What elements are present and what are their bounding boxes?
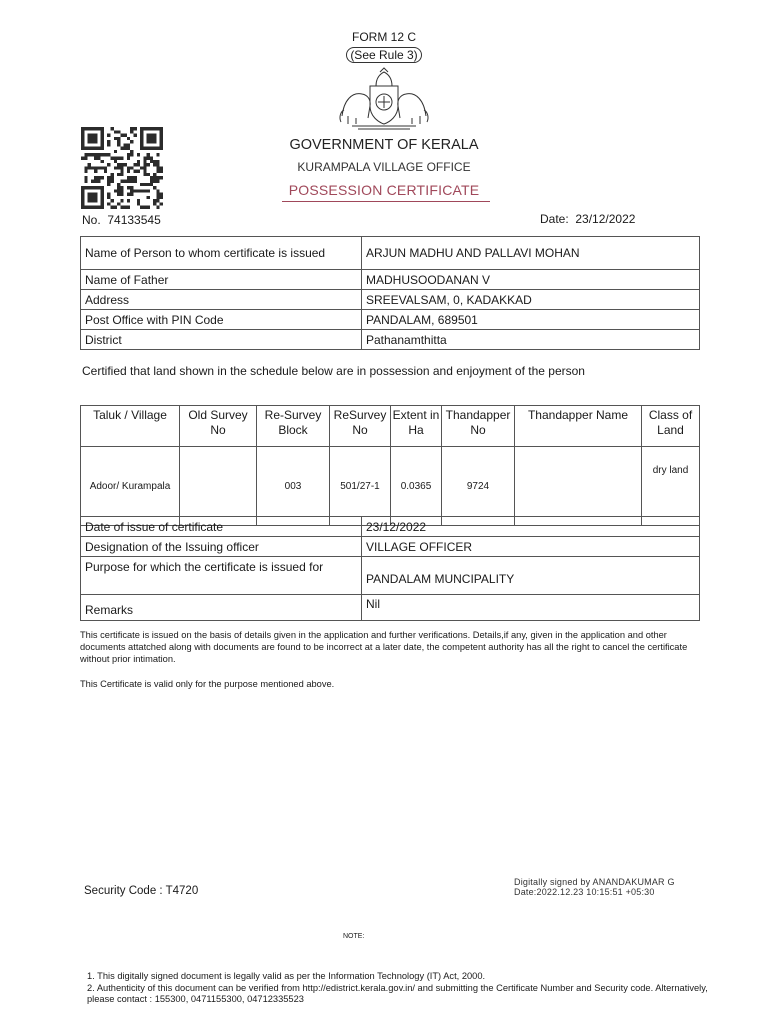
office-name: KURAMPALA VILLAGE OFFICE <box>297 160 471 174</box>
validity-text: This Certificate is valid only for the purpose mentioned above. <box>80 679 335 689</box>
table-row <box>81 310 700 330</box>
certificate-title: POSSESSION CERTIFICATE <box>288 182 480 198</box>
header-taluk-village: Taluk / Village <box>81 406 180 447</box>
footnote-2: 2. Authenticity of this document can be verified from http://edistrict.kerala.gov.in/ and submitting the Certificate Number and Security code. Alternatively, please contact : 155300, 0471155300, 04712335523 <box>87 982 708 1004</box>
purpose-label: Purpose for which the certificate is issued for <box>81 557 362 595</box>
table-row <box>81 557 700 595</box>
certificate-date-value: 23/12/2022 <box>575 212 636 226</box>
cell-resurvey-block: 003 <box>257 447 330 526</box>
address-value: SREEVALSAM, 0, KADAKKAD <box>362 290 700 310</box>
table-header-row <box>81 406 700 447</box>
officer-designation-value: VILLAGE OFFICER <box>362 537 700 557</box>
district-label: District <box>81 330 362 350</box>
disclaimer-text: This certificate is issued on the basis of details given in the application and further verifications. Details,if any, given in the application and other documents attatched along with documents are found to be incorrect at a later date, the competent authority has all the right to cancel the certificate without prior intimation. <box>80 630 688 664</box>
title-underline <box>282 201 490 202</box>
cell-thandapper-name <box>515 447 642 526</box>
table-row <box>81 537 700 557</box>
table-row <box>81 237 700 270</box>
table-row <box>81 270 700 290</box>
table-row <box>81 517 700 537</box>
certificate-number-value: 74133545 <box>107 213 161 227</box>
person-name-value: ARJUN MADHU AND PALLAVI MOHAN <box>362 237 700 270</box>
cell-resurvey-no: 501/27-1 <box>330 447 391 526</box>
footnote-1: 1. This digitally signed document is legally valid as per the Information Technology (IT) Act, 2000. <box>87 971 486 981</box>
cell-taluk-village: Adoor/ Kurampala <box>81 447 180 526</box>
purpose-value: PANDALAM MUNCIPALITY <box>362 557 700 595</box>
table-row <box>81 290 700 310</box>
rule-reference-text: (See Rule 3) <box>346 47 421 63</box>
table-row <box>81 330 700 350</box>
header-class-of-land: Class of Land <box>642 406 700 447</box>
district-value: Pathanamthitta <box>362 330 700 350</box>
certificate-date <box>540 212 635 226</box>
person-details-table <box>80 236 700 350</box>
header-old-survey-no: Old Survey No <box>180 406 257 447</box>
header-resurvey-block: Re-Survey Block <box>257 406 330 447</box>
footnotes <box>87 971 709 1006</box>
form-number: FORM 12 C <box>351 30 416 44</box>
header-resurvey-no: ReSurvey No <box>330 406 391 447</box>
address-label: Address <box>81 290 362 310</box>
cell-class-of-land: dry land <box>642 447 700 526</box>
signature-date: Date:2022.12.23 10:15:51 +05:30 <box>514 887 655 897</box>
officer-designation-label: Designation of the Issuing officer <box>81 537 362 557</box>
cell-old-survey-no <box>180 447 257 526</box>
digital-signature <box>514 877 675 897</box>
security-code: Security Code : T4720 <box>84 885 199 897</box>
table-row <box>81 595 700 621</box>
issue-details-table <box>80 516 700 621</box>
certificate-number <box>82 213 161 227</box>
father-name-value: MADHUSOODANAN V <box>362 270 700 290</box>
certified-statement: Certified that land shown in the schedule below are in possession and enjoyment of the person <box>82 364 585 378</box>
post-office-label: Post Office with PIN Code <box>81 310 362 330</box>
land-schedule-table <box>80 405 700 526</box>
cell-thandapper-no: 9724 <box>442 447 515 526</box>
government-title: GOVERNMENT OF KERALA <box>289 137 479 153</box>
father-name-label: Name of Father <box>81 270 362 290</box>
remarks-label: Remarks <box>81 595 362 621</box>
certificate-number-label: No. <box>82 213 101 227</box>
rule-reference <box>0 48 768 62</box>
header-thandapper-no: Thandapper No <box>442 406 515 447</box>
signature-signer: Digitally signed by ANANDAKUMAR G <box>514 877 675 887</box>
table-row <box>81 447 700 526</box>
post-office-value: PANDALAM, 689501 <box>362 310 700 330</box>
person-name-label: Name of Person to whom certificate is issued <box>81 237 362 270</box>
issue-date-label: Date of issue of certificate <box>81 517 362 537</box>
issue-date-value: 23/12/2022 <box>362 517 700 537</box>
cell-extent: 0.0365 <box>391 447 442 526</box>
remarks-value: Nil <box>362 595 700 621</box>
header-thandapper-name: Thandapper Name <box>515 406 642 447</box>
note-label: NOTE: <box>343 933 365 940</box>
certificate-date-label: Date: <box>540 212 569 226</box>
kerala-state-emblem-icon <box>338 66 430 132</box>
header-extent: Extent in Ha <box>391 406 442 447</box>
